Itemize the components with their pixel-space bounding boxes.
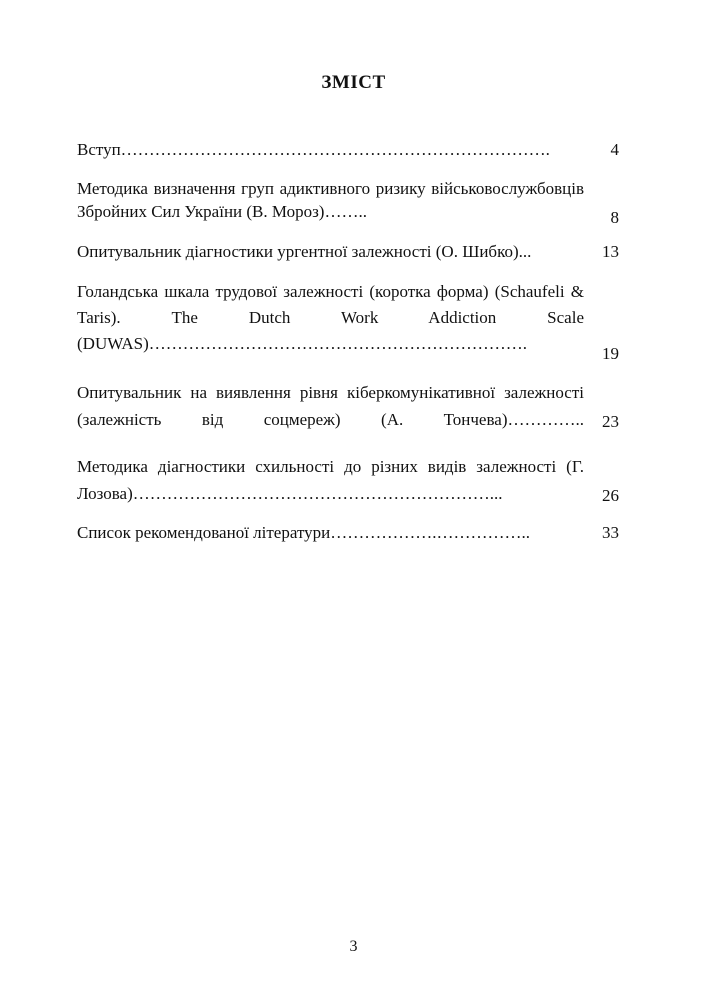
- toc-entry-duwas-scale[interactable]: [77, 279, 619, 363]
- toc-entry-page: 8: [610, 208, 619, 227]
- toc-entry-title: Методика діагностики схильності до різних видів залежності (Г. Лозова)………………………………………………………...: [77, 457, 584, 503]
- toc-entry-page: 4: [610, 140, 619, 159]
- toc-entry-title: Голандська шкала трудової залежності (коротка форма) (Schaufeli & Taris). The Dutch Work Addiction Scale (DUWAS)………………………………………………………….: [77, 282, 584, 353]
- toc-entry-title: Вступ………………………………………………………………….: [77, 140, 550, 159]
- toc-entry-page: 23: [602, 412, 619, 431]
- toc-entry-page: 13: [602, 242, 619, 261]
- toc-entry-page: 26: [602, 486, 619, 505]
- page-number: 3: [349, 938, 358, 955]
- toc-entry-page: 19: [602, 344, 619, 363]
- toc-entry-moroz-method[interactable]: [77, 177, 619, 227]
- toc-entry-introduction[interactable]: [77, 138, 619, 161]
- toc-entry-lozova-method[interactable]: [77, 453, 619, 507]
- toc-entry-references[interactable]: [77, 521, 619, 544]
- toc-entry-toncheva-questionnaire[interactable]: [77, 379, 619, 433]
- toc-entry-page: 33: [602, 523, 619, 542]
- page-title: ЗМІСТ: [321, 72, 386, 93]
- table-of-contents: [77, 138, 619, 544]
- toc-entry-title: Методика визначення груп адиктивного ризику військовослужбовців Збройних Сил України (В. Мороз)……..: [77, 179, 584, 221]
- toc-entry-title: Опитувальник діагностики ургентної залежності (О. Шибко)...: [77, 242, 532, 261]
- toc-entry-title: Список рекомендованої літератури……………….……………..: [77, 523, 531, 542]
- toc-entry-title: Опитувальник на виявлення рівня кіберкомунікативної залежності (залежність від соцмереж) (А. Тончева)…………..: [77, 383, 584, 429]
- toc-entry-shybko-questionnaire[interactable]: [77, 240, 619, 263]
